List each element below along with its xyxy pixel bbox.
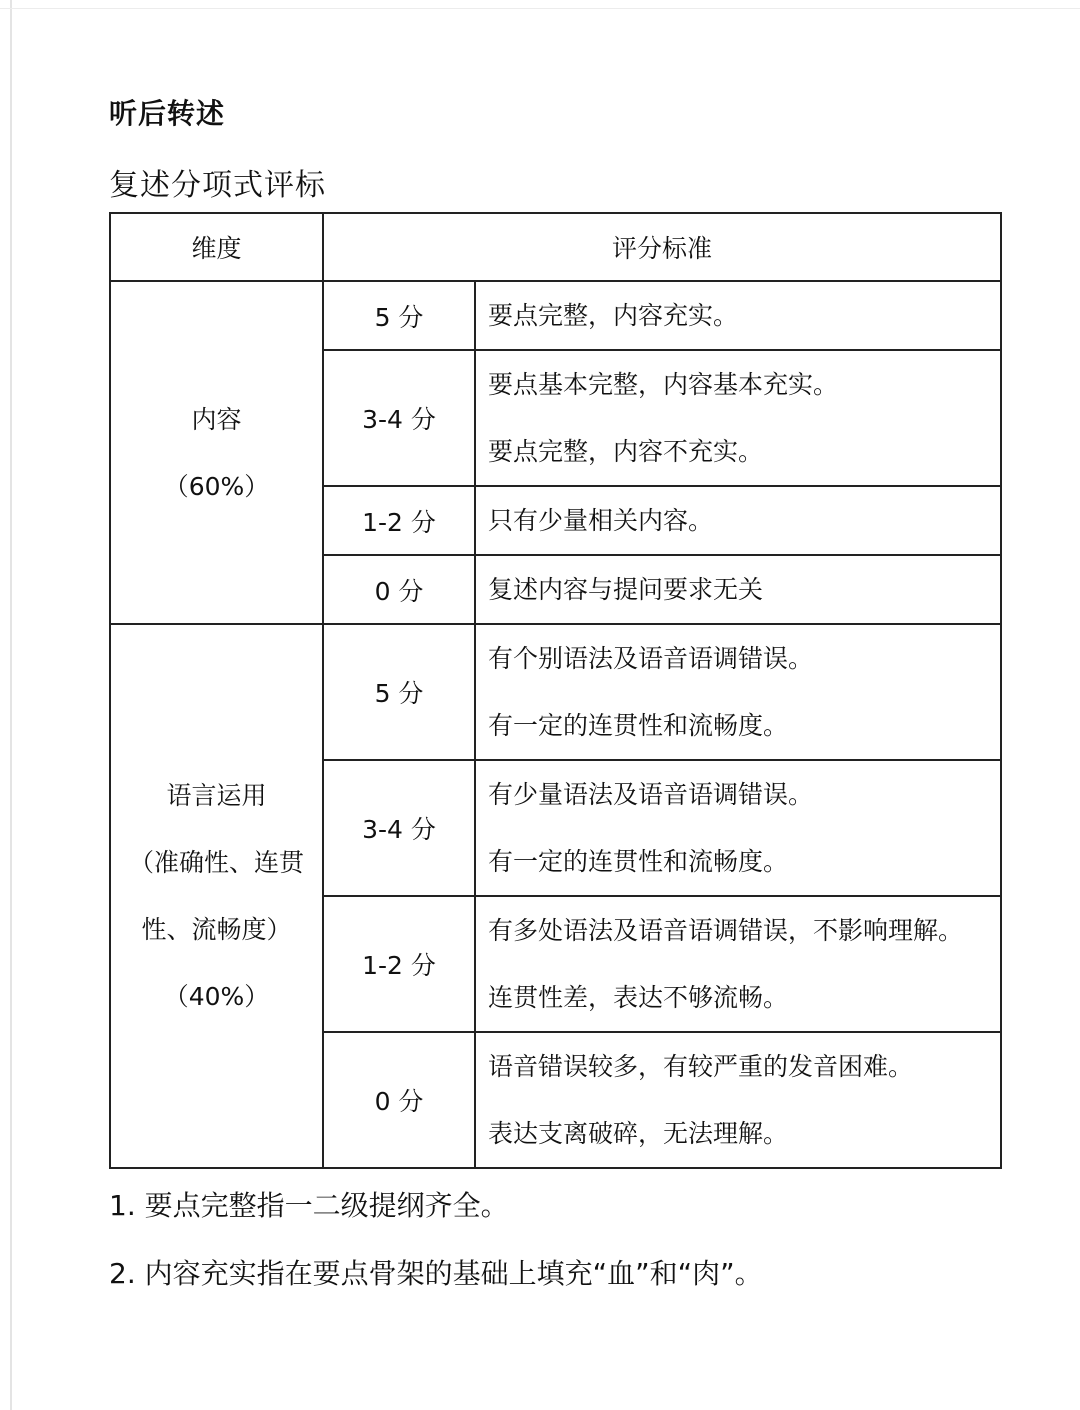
notes — [109, 1172, 763, 1308]
description-cell — [475, 624, 1001, 760]
score-cell: 0 分 — [323, 1032, 475, 1168]
score-cell: 5 分 — [323, 624, 475, 760]
dimension-language — [110, 624, 323, 1168]
rubric-table — [109, 212, 1002, 1169]
score-cell: 5 分 — [323, 281, 475, 350]
scan-edge-top — [0, 8, 1080, 9]
description-line: 语音错误较多，有较严重的发音困难。 — [488, 1052, 914, 1081]
score-cell: 0 分 — [323, 555, 475, 624]
description-line: 有多处语法及语音语调错误，不影响理解。 — [488, 916, 964, 945]
note-item: 1. 要点完整指一二级提纲齐全。 — [109, 1189, 509, 1222]
description-line: 要点基本完整，内容基本充实。 — [488, 370, 839, 399]
description-line: 表达支离破碎，无法理解。 — [488, 1119, 789, 1148]
description-cell — [475, 555, 1001, 624]
dimension-label: 语言运用 — [166, 781, 267, 810]
score-cell: 1-2 分 — [323, 486, 475, 555]
note-item: 2. 内容充实指在要点骨架的基础上填充“血”和“肉”。 — [109, 1257, 763, 1290]
description-cell — [475, 1032, 1001, 1168]
dimension-content — [110, 281, 323, 624]
description-line: 复述内容与提问要求无关 — [488, 575, 764, 604]
scan-edge-left — [10, 0, 12, 1410]
dimension-weight: （60%） — [163, 471, 270, 501]
table-header-row — [110, 213, 1001, 281]
description-line: 要点完整，内容不充实。 — [488, 437, 764, 466]
section-title: 听后转述 — [109, 97, 226, 130]
table-title: 复述分项式评标 — [109, 168, 326, 203]
dimension-weight: （40%） — [163, 982, 270, 1011]
description-cell — [475, 760, 1001, 896]
description-cell — [475, 281, 1001, 350]
description-cell — [475, 486, 1001, 555]
description-line: 有少量语法及语音语调错误。 — [488, 780, 814, 809]
description-cell — [475, 896, 1001, 1032]
description-line: 只有少量相关内容。 — [488, 506, 714, 535]
table-row — [110, 281, 1001, 350]
description-line: 有一定的连贯性和流畅度。 — [488, 711, 789, 740]
dimension-label: 内容 — [191, 404, 242, 434]
description-line: 有一定的连贯性和流畅度。 — [488, 847, 789, 876]
score-cell: 1-2 分 — [323, 896, 475, 1032]
description-cell — [475, 350, 1001, 486]
dimension-detail: 性、流畅度） — [141, 915, 292, 944]
description-line: 有个别语法及语音语调错误。 — [488, 644, 814, 673]
score-cell: 3-4 分 — [323, 350, 475, 486]
description-line: 要点完整，内容充实。 — [488, 301, 739, 330]
score-cell: 3-4 分 — [323, 760, 475, 896]
dimension-detail: （准确性、连贯 — [128, 848, 304, 877]
header-dimension: 维度 — [110, 213, 323, 281]
table-row — [110, 624, 1001, 760]
header-criteria: 评分标准 — [323, 213, 1001, 281]
description-line: 连贯性差，表达不够流畅。 — [488, 983, 789, 1012]
